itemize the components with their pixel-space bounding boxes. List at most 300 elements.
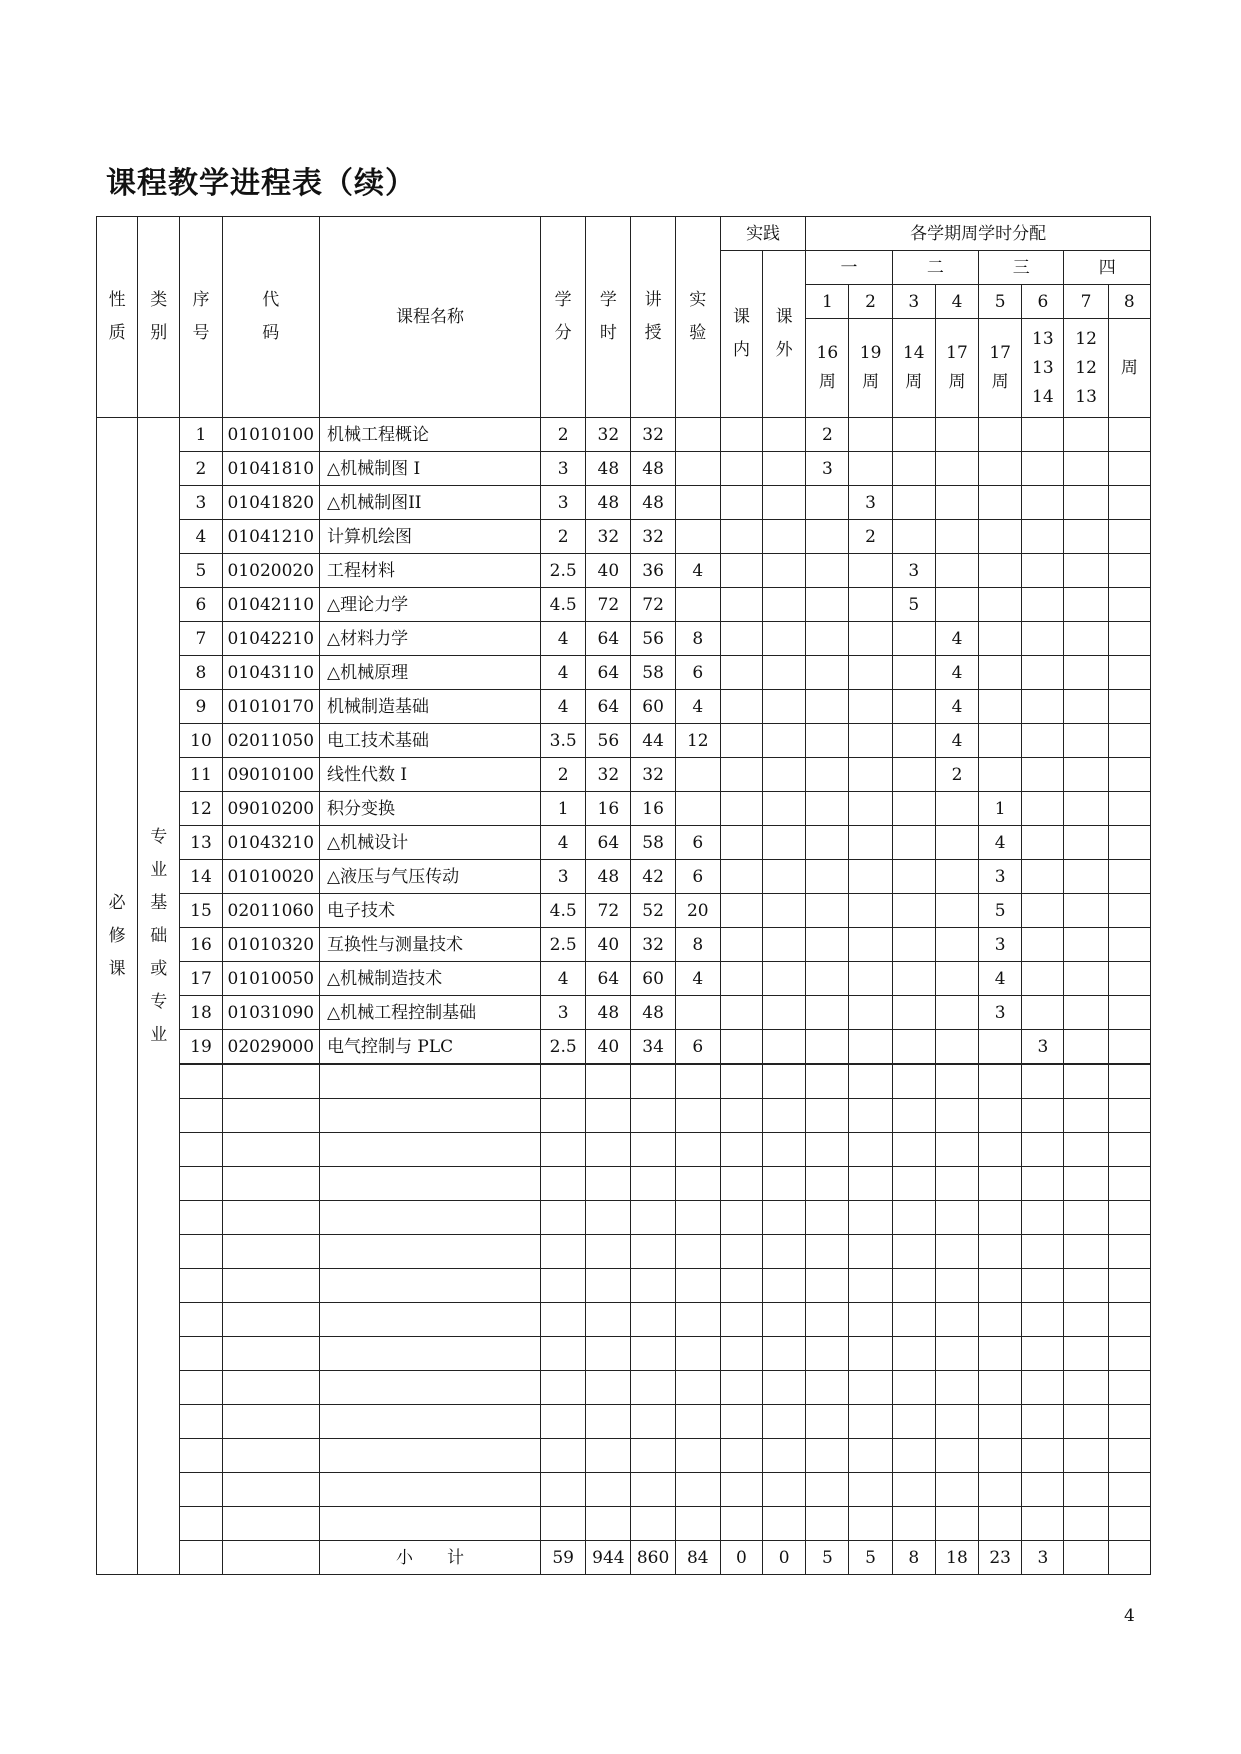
semester-4-cell (935, 418, 978, 452)
practice-in-cell (720, 622, 762, 656)
semester-3-cell (892, 486, 935, 520)
credits-cell: 1 (541, 792, 586, 826)
blank-cell (180, 1473, 222, 1507)
practice-in-cell (720, 520, 762, 554)
practice-out-cell (763, 656, 806, 690)
credits-cell: 2.5 (541, 1030, 586, 1065)
lecture-cell: 60 (631, 962, 675, 996)
blank-row (97, 1269, 1151, 1303)
code-cell: 01041820 (222, 486, 319, 520)
semester-3-cell (892, 962, 935, 996)
blank-cell (320, 1303, 541, 1337)
blank-cell (1064, 1507, 1108, 1541)
seq-cell: 2 (180, 452, 222, 486)
blank-cell (180, 1337, 222, 1371)
semester-4-cell (935, 928, 978, 962)
blank-cell (1064, 1473, 1108, 1507)
semester-6-cell (1022, 860, 1064, 894)
header-year-2: 二 (892, 251, 978, 285)
blank-cell (541, 1201, 586, 1235)
blank-cell (631, 1133, 675, 1167)
blank-cell (586, 1269, 631, 1303)
blank-cell (720, 1167, 762, 1201)
lecture-cell: 44 (631, 724, 675, 758)
practice-out-cell (763, 588, 806, 622)
blank-cell (979, 1167, 1022, 1201)
blank-cell (849, 1439, 892, 1473)
blank-cell (892, 1303, 935, 1337)
semester-3-cell (892, 894, 935, 928)
semester-8-cell (1108, 486, 1150, 520)
code-cell: 02029000 (222, 1030, 319, 1065)
header-practice-in (720, 251, 762, 418)
code-cell: 09010200 (222, 792, 319, 826)
practice-in-cell (720, 792, 762, 826)
seq-cell: 16 (180, 928, 222, 962)
semester-1-cell (806, 554, 849, 588)
semester-7-cell (1064, 996, 1108, 1030)
semester-4-cell: 4 (935, 622, 978, 656)
course-name-cell: 互换性与测量技术 (320, 928, 541, 962)
blank-cell (222, 1303, 319, 1337)
subtotal-semester-2: 5 (849, 1541, 892, 1575)
semester-2-cell (849, 860, 892, 894)
blank-cell (1108, 1167, 1150, 1201)
table-row (97, 588, 1151, 622)
semester-5-cell: 1 (979, 792, 1022, 826)
table-row (97, 520, 1151, 554)
code-cell: 01042110 (222, 588, 319, 622)
hours-cell: 32 (586, 520, 631, 554)
lecture-cell: 32 (631, 758, 675, 792)
semester-5-cell (979, 588, 1022, 622)
course-name-cell: △机械设计 (320, 826, 541, 860)
semester-3-cell (892, 996, 935, 1030)
blank-cell (320, 1064, 541, 1099)
semester-4-cell (935, 792, 978, 826)
semester-6-cell (1022, 996, 1064, 1030)
table-row (97, 928, 1151, 962)
table-row (97, 486, 1151, 520)
blank-cell (979, 1235, 1022, 1269)
practice-out-cell (763, 452, 806, 486)
blank-cell (720, 1439, 762, 1473)
blank-cell (849, 1371, 892, 1405)
practice-in-cell (720, 554, 762, 588)
course-name-cell: 机械制造基础 (320, 690, 541, 724)
header-lecture (631, 217, 675, 418)
blank-cell (1022, 1201, 1064, 1235)
blank-cell (1022, 1405, 1064, 1439)
subtotal-semester-8 (1108, 1541, 1150, 1575)
page-title: 课程教学进程表（续） (106, 166, 416, 201)
seq-cell: 5 (180, 554, 222, 588)
header-category (138, 217, 180, 418)
semester-7-cell (1064, 520, 1108, 554)
header-year-4: 四 (1064, 251, 1151, 285)
semester-6-cell (1022, 724, 1064, 758)
practice-in-cell (720, 486, 762, 520)
table-row (97, 452, 1151, 486)
blank-cell (320, 1201, 541, 1235)
course-name-cell: △机械工程控制基础 (320, 996, 541, 1030)
practice-in-cell (720, 1030, 762, 1065)
blank-row (97, 1167, 1151, 1201)
semester-1-cell (806, 520, 849, 554)
semester-2-cell (849, 554, 892, 588)
blank-cell (541, 1337, 586, 1371)
blank-cell (631, 1167, 675, 1201)
lecture-cell: 32 (631, 520, 675, 554)
subtotal-lecture: 860 (631, 1541, 675, 1575)
blank-cell (935, 1405, 978, 1439)
blank-cell (320, 1099, 541, 1133)
table-row (97, 622, 1151, 656)
experiment-cell: 6 (675, 656, 720, 690)
semester-1-cell: 3 (806, 452, 849, 486)
semester-1-cell (806, 894, 849, 928)
seq-cell: 7 (180, 622, 222, 656)
blank-cell (806, 1167, 849, 1201)
practice-out-cell (763, 1030, 806, 1065)
table-row (97, 860, 1151, 894)
semester-3-cell (892, 860, 935, 894)
blank-cell (979, 1269, 1022, 1303)
code-cell: 01043210 (222, 826, 319, 860)
blank-cell (892, 1201, 935, 1235)
semester-4-cell (935, 554, 978, 588)
blank-cell (720, 1371, 762, 1405)
credits-cell: 3 (541, 452, 586, 486)
blank-cell (541, 1064, 586, 1099)
blank-row (97, 1133, 1151, 1167)
credits-cell: 2.5 (541, 928, 586, 962)
blank-cell (320, 1133, 541, 1167)
practice-in-cell (720, 656, 762, 690)
experiment-cell: 20 (675, 894, 720, 928)
blank-cell (222, 1405, 319, 1439)
semester-8-cell (1108, 792, 1150, 826)
semester-2-cell (849, 894, 892, 928)
header-course-name: 课程名称 (320, 217, 541, 418)
practice-out-cell (763, 520, 806, 554)
semester-1-cell (806, 792, 849, 826)
header-hours (586, 217, 631, 418)
blank-cell (806, 1337, 849, 1371)
experiment-cell (675, 452, 720, 486)
lecture-cell: 34 (631, 1030, 675, 1065)
semester-1-cell (806, 656, 849, 690)
blank-cell (1108, 1064, 1150, 1099)
semester-6-cell (1022, 622, 1064, 656)
semester-7-cell (1064, 826, 1108, 860)
seq-cell: 10 (180, 724, 222, 758)
credits-cell: 4 (541, 962, 586, 996)
semester-4-cell (935, 860, 978, 894)
group-category-label: 专业基础或专业 (150, 826, 168, 1045)
semester-7-cell (1064, 860, 1108, 894)
header-semester-7: 7 (1064, 285, 1108, 319)
practice-out-cell (763, 622, 806, 656)
blank-cell (541, 1133, 586, 1167)
blank-cell (979, 1099, 1022, 1133)
practice-in-cell (720, 826, 762, 860)
semester-5-cell (979, 758, 1022, 792)
blank-cell (935, 1167, 978, 1201)
credits-cell: 2.5 (541, 554, 586, 588)
semester-5-cell: 4 (979, 962, 1022, 996)
practice-out-cell (763, 894, 806, 928)
course-name-cell: 线性代数 I (320, 758, 541, 792)
semester-8-cell (1108, 1030, 1150, 1065)
blank-cell (222, 1337, 319, 1371)
blank-cell (806, 1405, 849, 1439)
hours-cell: 40 (586, 554, 631, 588)
semester-6-cell (1022, 826, 1064, 860)
practice-out-cell (763, 418, 806, 452)
blank-cell (675, 1303, 720, 1337)
blank-cell (849, 1405, 892, 1439)
practice-in-cell (720, 962, 762, 996)
semester-7-cell (1064, 690, 1108, 724)
blank-cell (892, 1439, 935, 1473)
table-row (97, 894, 1151, 928)
practice-out-cell (763, 996, 806, 1030)
semester-3-cell (892, 452, 935, 486)
experiment-cell: 4 (675, 554, 720, 588)
blank-cell (935, 1064, 978, 1099)
blank-cell (763, 1337, 806, 1371)
experiment-cell: 8 (675, 622, 720, 656)
practice-out-cell (763, 758, 806, 792)
blank-cell (806, 1235, 849, 1269)
blank-cell (892, 1167, 935, 1201)
semester-4-cell (935, 486, 978, 520)
table-row (97, 418, 1151, 452)
blank-cell (763, 1099, 806, 1133)
practice-out-cell (763, 826, 806, 860)
course-name-cell: 机械工程概论 (320, 418, 541, 452)
semester-5-cell: 4 (979, 826, 1022, 860)
hours-cell: 64 (586, 826, 631, 860)
semester-2-cell (849, 996, 892, 1030)
subtotal-semester-3: 8 (892, 1541, 935, 1575)
header-semester-3: 3 (892, 285, 935, 319)
hours-cell: 64 (586, 962, 631, 996)
semester-7-cell (1064, 758, 1108, 792)
course-name-cell: 计算机绘图 (320, 520, 541, 554)
blank-cell (586, 1507, 631, 1541)
group-nature-cell (97, 418, 138, 1575)
header-weeks-6: 13 13 14 (1022, 319, 1064, 418)
semester-7-cell (1064, 792, 1108, 826)
blank-cell (1064, 1337, 1108, 1371)
blank-cell (763, 1303, 806, 1337)
blank-cell (541, 1405, 586, 1439)
semester-5-cell (979, 486, 1022, 520)
semester-1-cell (806, 928, 849, 962)
blank-cell (586, 1337, 631, 1371)
hours-cell: 56 (586, 724, 631, 758)
blank-cell (180, 1167, 222, 1201)
semester-4-cell (935, 894, 978, 928)
semester-2-cell (849, 690, 892, 724)
credits-cell: 4.5 (541, 894, 586, 928)
blank-cell (892, 1405, 935, 1439)
semester-1-cell (806, 1030, 849, 1065)
code-cell: 01041210 (222, 520, 319, 554)
header-seq-label: 序号 (192, 290, 210, 343)
lecture-cell: 72 (631, 588, 675, 622)
seq-cell: 13 (180, 826, 222, 860)
header-weeks-2: 19 周 (849, 319, 892, 418)
blank-row (97, 1099, 1151, 1133)
blank-cell (222, 1235, 319, 1269)
semester-7-cell (1064, 656, 1108, 690)
code-cell: 01010020 (222, 860, 319, 894)
subtotal-semester-4: 18 (935, 1541, 978, 1575)
blank-cell (892, 1133, 935, 1167)
semester-3-cell (892, 724, 935, 758)
blank-row (97, 1507, 1151, 1541)
semester-6-cell: 3 (1022, 1030, 1064, 1065)
seq-cell: 9 (180, 690, 222, 724)
semester-3-cell (892, 690, 935, 724)
semester-3-cell (892, 656, 935, 690)
seq-cell: 17 (180, 962, 222, 996)
code-cell: 01010170 (222, 690, 319, 724)
lecture-cell: 32 (631, 928, 675, 962)
hours-cell: 16 (586, 792, 631, 826)
semester-6-cell (1022, 894, 1064, 928)
lecture-cell: 60 (631, 690, 675, 724)
code-cell: 01042210 (222, 622, 319, 656)
semester-2-cell (849, 962, 892, 996)
blank-cell (763, 1439, 806, 1473)
code-cell: 01041810 (222, 452, 319, 486)
semester-5-cell (979, 724, 1022, 758)
credits-cell: 3 (541, 860, 586, 894)
blank-cell (979, 1507, 1022, 1541)
semester-1-cell (806, 622, 849, 656)
blank-cell (849, 1337, 892, 1371)
blank-cell (320, 1337, 541, 1371)
semester-6-cell (1022, 758, 1064, 792)
subtotal-hours: 944 (586, 1541, 631, 1575)
course-name-cell: △材料力学 (320, 622, 541, 656)
semester-7-cell (1064, 418, 1108, 452)
header-semester-8: 8 (1108, 285, 1150, 319)
header-semester-2: 2 (849, 285, 892, 319)
blank-cell (806, 1439, 849, 1473)
semester-4-cell (935, 520, 978, 554)
blank-cell (720, 1473, 762, 1507)
blank-cell (320, 1371, 541, 1405)
blank-cell (586, 1439, 631, 1473)
semester-5-cell: 5 (979, 894, 1022, 928)
experiment-cell (675, 996, 720, 1030)
blank-cell (1064, 1439, 1108, 1473)
blank-cell (935, 1133, 978, 1167)
blank-cell (935, 1507, 978, 1541)
blank-cell (1108, 1235, 1150, 1269)
blank-cell (720, 1064, 762, 1099)
experiment-cell: 6 (675, 1030, 720, 1065)
blank-cell (1064, 1371, 1108, 1405)
blank-cell (806, 1099, 849, 1133)
blank-cell (892, 1337, 935, 1371)
blank-cell (935, 1201, 978, 1235)
hours-cell: 48 (586, 996, 631, 1030)
blank-cell (541, 1269, 586, 1303)
blank-cell (979, 1439, 1022, 1473)
blank-cell (720, 1133, 762, 1167)
blank-cell (806, 1371, 849, 1405)
table-row (97, 792, 1151, 826)
blank-cell (180, 1507, 222, 1541)
header-weeks-4: 17 周 (935, 319, 978, 418)
semester-6-cell (1022, 690, 1064, 724)
hours-cell: 48 (586, 486, 631, 520)
blank-cell (631, 1269, 675, 1303)
blank-cell (586, 1235, 631, 1269)
semester-4-cell: 4 (935, 724, 978, 758)
semester-1-cell (806, 962, 849, 996)
hours-cell: 64 (586, 656, 631, 690)
blank-cell (222, 1133, 319, 1167)
blank-cell (586, 1303, 631, 1337)
subtotal-credits: 59 (541, 1541, 586, 1575)
subtotal-practice-out: 0 (763, 1541, 806, 1575)
blank-cell (541, 1099, 586, 1133)
blank-cell (763, 1235, 806, 1269)
blank-cell (935, 1099, 978, 1133)
lecture-cell: 58 (631, 826, 675, 860)
semester-8-cell (1108, 588, 1150, 622)
hours-cell: 48 (586, 452, 631, 486)
lecture-cell: 48 (631, 996, 675, 1030)
blank-cell (180, 1201, 222, 1235)
semester-8-cell (1108, 452, 1150, 486)
blank-cell (1108, 1201, 1150, 1235)
blank-cell (541, 1235, 586, 1269)
blank-cell (586, 1473, 631, 1507)
header-experiment (675, 217, 720, 418)
semester-1-cell (806, 486, 849, 520)
semester-2-cell (849, 792, 892, 826)
semester-2-cell (849, 622, 892, 656)
blank-cell (222, 1167, 319, 1201)
semester-7-cell (1064, 452, 1108, 486)
header-practice-out-label: 课外 (775, 307, 793, 360)
blank-cell (806, 1507, 849, 1541)
semester-6-cell (1022, 452, 1064, 486)
subtotal-exp: 84 (675, 1541, 720, 1575)
code-cell: 02011060 (222, 894, 319, 928)
blank-cell (180, 1133, 222, 1167)
semester-2-cell (849, 418, 892, 452)
semester-8-cell (1108, 826, 1150, 860)
code-cell: 01010050 (222, 962, 319, 996)
course-name-cell: 积分变换 (320, 792, 541, 826)
blank-cell (631, 1337, 675, 1371)
semester-1-cell (806, 826, 849, 860)
course-name-cell: △机械制图 I (320, 452, 541, 486)
subtotal-semester-7 (1064, 1541, 1108, 1575)
semester-4-cell (935, 996, 978, 1030)
semester-8-cell (1108, 690, 1150, 724)
hours-cell: 48 (586, 860, 631, 894)
